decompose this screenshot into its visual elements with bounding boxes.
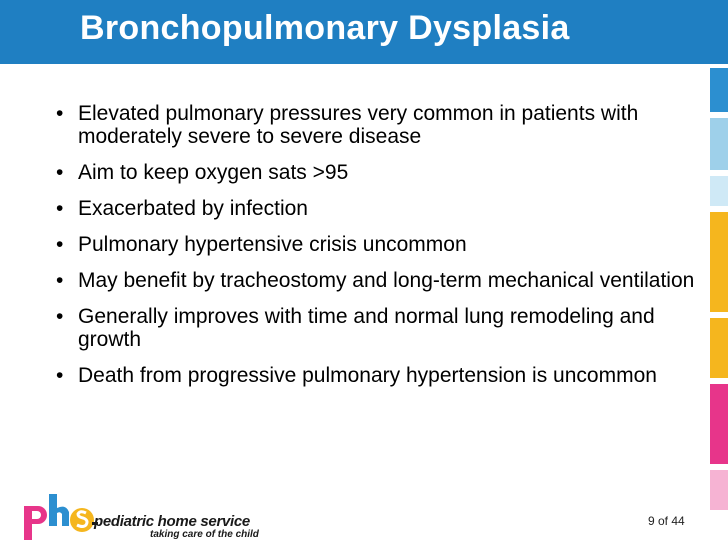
title-bar <box>0 0 728 64</box>
side-stripe-yellow-2 <box>710 318 728 378</box>
side-stripe-light-blue <box>710 118 728 170</box>
org-tagline: taking care of the child <box>150 529 259 540</box>
bullet-text: Aim to keep oxygen sats >95 <box>78 161 349 184</box>
bullet-item <box>52 305 702 351</box>
bullet-dot: • <box>56 161 64 184</box>
bullet-item <box>52 161 702 184</box>
side-stripe-yellow <box>710 212 728 312</box>
side-stripe-blue <box>710 68 728 112</box>
bullet-text: Pulmonary hypertensive crisis uncommon <box>78 233 467 256</box>
bullet-list <box>52 102 702 400</box>
bullet-text: Generally improves with time and normal lung remodeling and growth <box>78 305 655 351</box>
side-stripe-magenta <box>710 384 728 464</box>
org-name: pediatric home service <box>94 513 250 530</box>
bullet-dot: • <box>56 364 64 387</box>
side-stripe-cyan <box>710 176 728 206</box>
side-stripe-light-magenta <box>710 470 728 510</box>
bullet-item <box>52 197 702 220</box>
bullet-dot: • <box>56 197 64 220</box>
bullet-dot: • <box>56 305 64 328</box>
bullet-item <box>52 269 702 292</box>
bullet-item <box>52 102 702 148</box>
bullet-dot: • <box>56 102 64 125</box>
slide-title: Bronchopulmonary Dysplasia <box>80 9 570 47</box>
bullet-item <box>52 233 702 256</box>
bullet-text: Exacerbated by infection <box>78 197 308 220</box>
bullet-text: Death from progressive pulmonary hypertension is uncommon <box>78 364 657 387</box>
bullet-text: May benefit by tracheostomy and long-term mechanical ventilation <box>78 269 695 292</box>
bullet-item <box>52 364 702 387</box>
bullet-dot: • <box>56 269 64 292</box>
bullet-text: Elevated pulmonary pressures very common in patients with moderately severe to severe disease <box>78 102 639 148</box>
bullet-dot: • <box>56 233 64 256</box>
page-indicator: 9 of 44 <box>648 514 685 528</box>
